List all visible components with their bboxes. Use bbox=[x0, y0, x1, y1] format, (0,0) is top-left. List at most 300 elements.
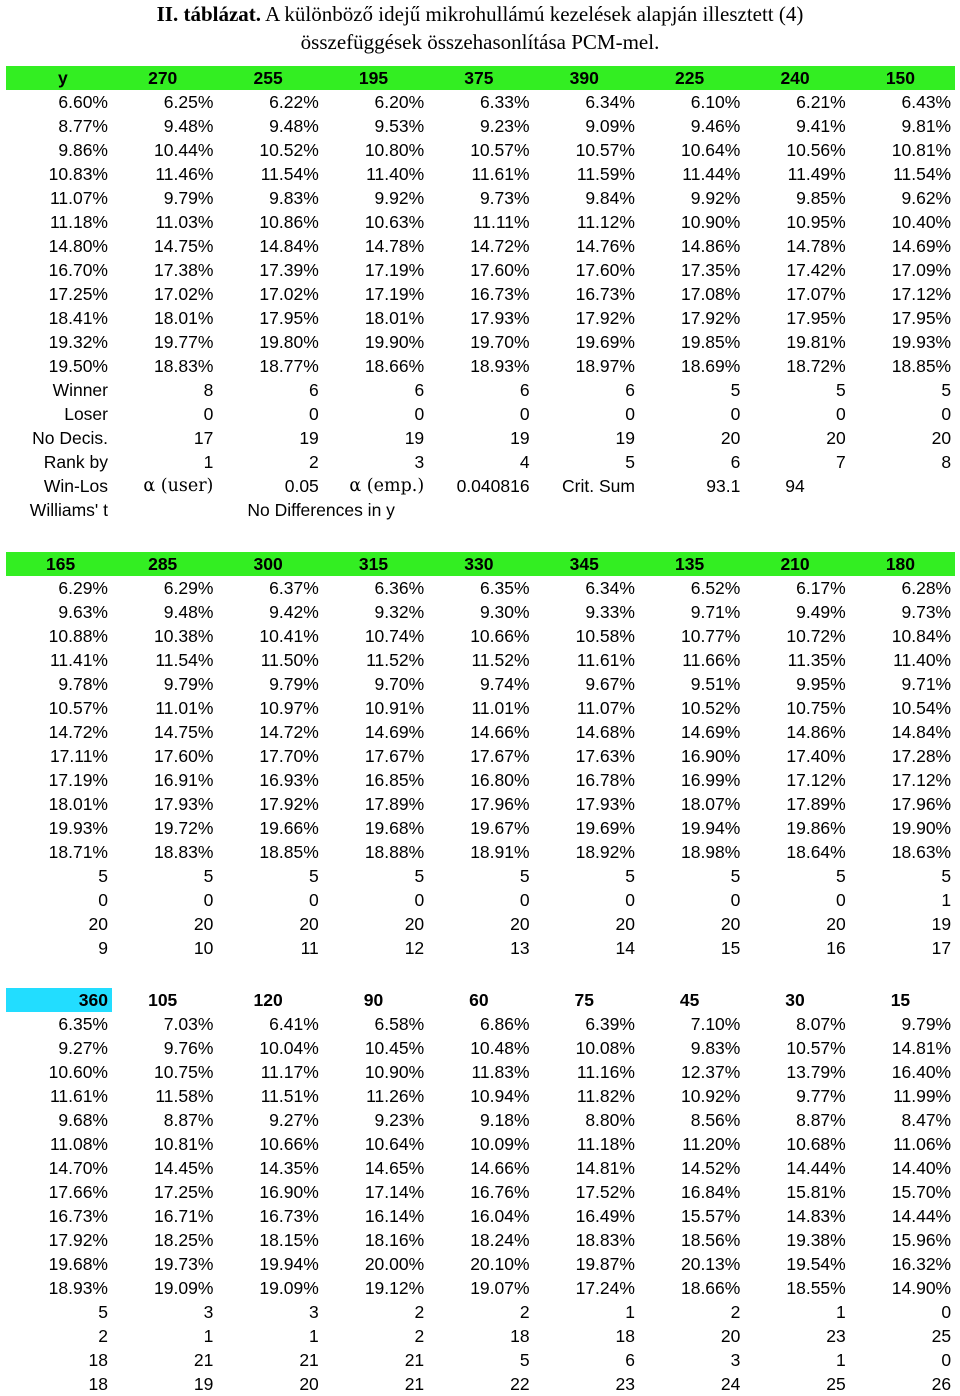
table-row bbox=[6, 186, 955, 210]
table-cell: 0 bbox=[519, 890, 530, 910]
table-row bbox=[6, 306, 955, 330]
row-label-cell: 0 bbox=[98, 890, 108, 910]
table-cell: 0 bbox=[414, 890, 425, 910]
row-label-cell: 17.25% bbox=[48, 284, 108, 304]
table-cell: 9.73% bbox=[479, 188, 530, 208]
table-cell: 8.80% bbox=[585, 1110, 635, 1130]
row-label-cell: 19.68% bbox=[48, 1254, 108, 1274]
table-cell: 19 bbox=[510, 428, 530, 448]
row-label-cell: 16.70% bbox=[48, 260, 108, 280]
table-cell: 10.40% bbox=[891, 212, 952, 232]
table-cell: 18.24% bbox=[470, 1230, 530, 1250]
table-cell: 17.39% bbox=[259, 260, 319, 280]
table-cell: 0 bbox=[730, 890, 741, 910]
table-cell: 9.79% bbox=[163, 674, 214, 694]
table-cell: 11.40% bbox=[366, 164, 425, 184]
table-cell: 17.02% bbox=[259, 284, 319, 304]
table-cell: 23 bbox=[615, 1374, 635, 1394]
table-cell: 17.89% bbox=[364, 794, 425, 814]
table-cell: 10.41% bbox=[259, 626, 319, 646]
row-label-cell: 19.50% bbox=[48, 356, 108, 376]
table-row bbox=[6, 1228, 955, 1252]
row-label-cell: 6.29% bbox=[58, 578, 108, 598]
table-cell: 11.03% bbox=[155, 212, 214, 232]
table-cell: 20.00% bbox=[364, 1254, 425, 1274]
table-cell: 9.85% bbox=[796, 188, 846, 208]
table-cell: 7.03% bbox=[163, 1014, 214, 1034]
table-cell: 26 bbox=[931, 1374, 952, 1394]
table-cell: 10.92% bbox=[680, 1086, 741, 1106]
table-cell: 17.19% bbox=[364, 284, 425, 304]
table-row bbox=[6, 840, 955, 864]
table-row bbox=[6, 1180, 955, 1204]
table-cell: 18.88% bbox=[364, 842, 425, 862]
table-cell: 17.93% bbox=[470, 308, 530, 328]
row-label-cell: 10.83% bbox=[48, 164, 108, 184]
table-cell: 18.01% bbox=[154, 308, 214, 328]
column-header: 135 bbox=[639, 552, 744, 576]
table-cell: 9.09% bbox=[585, 116, 635, 136]
table-cell: 9.83% bbox=[690, 1038, 741, 1058]
table-cell: 11.20% bbox=[682, 1134, 741, 1154]
row-label-cell: 20 bbox=[88, 914, 108, 934]
column-header: 75 bbox=[574, 990, 594, 1010]
column-header: 180 bbox=[850, 552, 955, 576]
table-cell: 0 bbox=[203, 404, 214, 424]
table-cell: 19.77% bbox=[154, 332, 214, 352]
table-cell: 14.86% bbox=[680, 236, 741, 256]
table-cell: 19.70% bbox=[470, 332, 530, 352]
table-cell: 16.49% bbox=[575, 1206, 635, 1226]
table-cell: 9.32% bbox=[374, 602, 425, 622]
table-cell: 9.70% bbox=[374, 674, 425, 694]
column-header: 150 bbox=[850, 66, 955, 90]
table-cell: 14.86% bbox=[786, 722, 846, 742]
table-cell: 11.44% bbox=[682, 164, 741, 184]
table-cell: 19.94% bbox=[259, 1254, 319, 1274]
table-cell: 14.65% bbox=[364, 1158, 425, 1178]
table-cell: 19.72% bbox=[154, 818, 214, 838]
table-cell: 10.64% bbox=[364, 1134, 425, 1154]
table-cell: 10.48% bbox=[470, 1038, 530, 1058]
table-cell: 10.66% bbox=[470, 626, 530, 646]
table-cell: 17.92% bbox=[680, 308, 741, 328]
table-cell: 20 bbox=[826, 914, 846, 934]
column-header: 240 bbox=[744, 66, 849, 90]
table-cell: 11.18% bbox=[576, 1134, 635, 1154]
column-header: 45 bbox=[679, 990, 700, 1010]
table-cell: 9.67% bbox=[585, 674, 635, 694]
table-cell: 9.18% bbox=[479, 1110, 530, 1130]
table-cell: 9.48% bbox=[163, 116, 214, 136]
row-label-cell: 10.57% bbox=[48, 698, 108, 718]
table-cell: 17.24% bbox=[575, 1278, 635, 1298]
table-cell: 6.86% bbox=[479, 1014, 530, 1034]
table-cell: 11.26% bbox=[366, 1086, 425, 1106]
table-cell: 17.38% bbox=[154, 260, 214, 280]
table-row bbox=[6, 162, 955, 186]
table-cell: 5 bbox=[203, 866, 214, 886]
table-cell: 9.48% bbox=[269, 116, 319, 136]
table-cell: 9.51% bbox=[690, 674, 741, 694]
table-cell: 10.74% bbox=[364, 626, 425, 646]
column-header: 360 bbox=[6, 988, 112, 1012]
block1-header-row bbox=[6, 66, 955, 90]
table-cell: 11.51% bbox=[260, 1086, 319, 1106]
row-label-cell: 9.63% bbox=[58, 602, 108, 622]
table-cell: 18 bbox=[615, 1326, 635, 1346]
column-header: 315 bbox=[323, 552, 428, 576]
alpha-emp-value: 0.040816 bbox=[456, 476, 530, 496]
table-block-1 bbox=[6, 66, 955, 522]
table-cell: 2 bbox=[309, 452, 319, 472]
table-cell: 9.79% bbox=[901, 1014, 952, 1034]
row-label-cell: 10.88% bbox=[48, 626, 108, 646]
table-cell: 6 bbox=[625, 1350, 635, 1370]
alpha-emp-label: α (emp.) bbox=[349, 476, 425, 496]
table-row bbox=[6, 600, 955, 624]
williams-row bbox=[6, 498, 955, 522]
table-row bbox=[6, 234, 955, 258]
table-cell: 11.46% bbox=[155, 164, 214, 184]
table-cell: 19.09% bbox=[154, 1278, 214, 1298]
table-cell: 10.52% bbox=[680, 698, 741, 718]
table-cell: 17.95% bbox=[786, 308, 846, 328]
row-label-cell: 11.08% bbox=[49, 1134, 108, 1154]
table-cell: 1 bbox=[309, 1326, 319, 1346]
table-cell: 14.78% bbox=[364, 236, 425, 256]
table-cell: 8.47% bbox=[901, 1110, 952, 1130]
table-cell: 14.66% bbox=[470, 1158, 530, 1178]
table-cell: 20 bbox=[193, 914, 214, 934]
table-cell: 11.82% bbox=[576, 1086, 635, 1106]
table-cell: 1 bbox=[203, 452, 214, 472]
table-row bbox=[6, 1372, 955, 1396]
row-label-cell: 6.35% bbox=[58, 1014, 108, 1034]
table-row bbox=[6, 90, 955, 114]
table-cell: 18.64% bbox=[786, 842, 846, 862]
table-cell: 18.83% bbox=[154, 356, 214, 376]
table-cell: 17.95% bbox=[891, 308, 952, 328]
row-label-cell: 5 bbox=[98, 866, 108, 886]
table-cell: 0 bbox=[625, 404, 635, 424]
table-cell: 6.37% bbox=[269, 578, 319, 598]
column-header: 375 bbox=[428, 66, 533, 90]
table-cell: 6.33% bbox=[479, 92, 530, 112]
alpha-user-label: α (user) bbox=[143, 476, 214, 496]
table-cell: 10.57% bbox=[575, 140, 635, 160]
table-cell: 1 bbox=[625, 1302, 635, 1322]
table-cell: 6.35% bbox=[479, 578, 530, 598]
table-cell: 9.46% bbox=[690, 116, 741, 136]
row-label-cell: 19.32% bbox=[48, 332, 108, 352]
table-cell: 17.92% bbox=[259, 794, 319, 814]
table-cell: 17.63% bbox=[575, 746, 635, 766]
table-row bbox=[6, 354, 955, 378]
row-label-cell: 17.92% bbox=[48, 1230, 108, 1250]
table-cell: 16.76% bbox=[470, 1182, 530, 1202]
table-cell: 19.85% bbox=[680, 332, 741, 352]
table-cell: 17.35% bbox=[680, 260, 741, 280]
table-row bbox=[6, 792, 955, 816]
table-cell: 5 bbox=[730, 866, 741, 886]
table-row bbox=[6, 1300, 955, 1324]
column-header: 330 bbox=[428, 552, 533, 576]
table-cell: 10 bbox=[193, 938, 214, 958]
table-cell: 3 bbox=[730, 1350, 741, 1370]
table-cell: 19.87% bbox=[575, 1254, 635, 1274]
table-row bbox=[6, 936, 955, 960]
row-label-cell: 18 bbox=[88, 1374, 108, 1394]
table-cell: 20 bbox=[720, 914, 741, 934]
table-cell: 18.77% bbox=[259, 356, 319, 376]
table-cell: 18.85% bbox=[259, 842, 319, 862]
table-cell: 16.99% bbox=[680, 770, 741, 790]
table-cell: 20.13% bbox=[680, 1254, 741, 1274]
table-cell: 10.90% bbox=[364, 1062, 425, 1082]
table-cell: 9.33% bbox=[585, 602, 635, 622]
table-cell: 5 bbox=[836, 866, 846, 886]
table-row bbox=[6, 1276, 955, 1300]
row-label-cell: 14.80% bbox=[48, 236, 108, 256]
table-cell: 6.34% bbox=[585, 92, 635, 112]
table-cell: 9.77% bbox=[796, 1086, 846, 1106]
crit-sum-value-2: 94 bbox=[785, 476, 805, 496]
column-header: 210 bbox=[744, 552, 849, 576]
table-cell: 6 bbox=[519, 380, 530, 400]
table-cell: 1 bbox=[836, 1302, 846, 1322]
table-row bbox=[6, 138, 955, 162]
table-cell: 0 bbox=[309, 404, 319, 424]
row-label-cell: 11.61% bbox=[49, 1086, 108, 1106]
table-row bbox=[6, 1156, 955, 1180]
table-cell: 6.28% bbox=[901, 578, 952, 598]
column-header: 300 bbox=[217, 552, 322, 576]
table-cell: 11.61% bbox=[471, 164, 530, 184]
column-header: 105 bbox=[148, 990, 178, 1010]
table-cell: 11.58% bbox=[155, 1086, 214, 1106]
table-cell: 16.32% bbox=[891, 1254, 952, 1274]
row-label-cell: 6.60% bbox=[58, 92, 108, 112]
table-title bbox=[0, 0, 960, 56]
table-cell: 14.84% bbox=[891, 722, 952, 742]
table-row bbox=[6, 258, 955, 282]
table-cell: 10.38% bbox=[154, 626, 214, 646]
block3-header-row bbox=[6, 988, 955, 1012]
table-cell: 10.77% bbox=[680, 626, 741, 646]
table-cell: 10.08% bbox=[575, 1038, 635, 1058]
table-cell: 5 bbox=[625, 452, 635, 472]
table-cell: 18.98% bbox=[680, 842, 741, 862]
row-label-cell: 16.73% bbox=[48, 1206, 108, 1226]
table-cell: 19.93% bbox=[891, 332, 952, 352]
table-cell: 9.76% bbox=[163, 1038, 214, 1058]
table-row bbox=[6, 864, 955, 888]
table-row bbox=[6, 648, 955, 672]
table-cell: 15.81% bbox=[786, 1182, 846, 1202]
row-label-cell: 9.68% bbox=[58, 1110, 108, 1130]
table-cell: 6.39% bbox=[585, 1014, 635, 1034]
table-cell: 9.79% bbox=[163, 188, 214, 208]
table-cell: 11.54% bbox=[155, 650, 214, 670]
table-cell: 6.25% bbox=[163, 92, 214, 112]
table-cell: 8.87% bbox=[163, 1110, 214, 1130]
table-cell: 18.91% bbox=[470, 842, 530, 862]
column-header: 270 bbox=[112, 66, 217, 90]
table-row bbox=[6, 1252, 955, 1276]
table-cell: 15 bbox=[720, 938, 741, 958]
table-cell: 19.73% bbox=[154, 1254, 214, 1274]
table-cell: 16.73% bbox=[259, 1206, 319, 1226]
table-cell: 20.10% bbox=[470, 1254, 530, 1274]
table-cell: 5 bbox=[836, 380, 846, 400]
table-cell: 0 bbox=[941, 1302, 952, 1322]
table-cell: 14.35% bbox=[259, 1158, 319, 1178]
table-cell: 14.75% bbox=[154, 236, 214, 256]
table-cell: 3 bbox=[309, 1302, 319, 1322]
table-cell: 18.69% bbox=[680, 356, 741, 376]
table-cell: 10.81% bbox=[891, 140, 952, 160]
table-cell: 1 bbox=[941, 890, 952, 910]
table-cell: 18.01% bbox=[364, 308, 425, 328]
column-header: 90 bbox=[363, 990, 384, 1010]
column-header: 165 bbox=[6, 552, 112, 576]
block2-header-row bbox=[6, 552, 955, 576]
row-label-cell: 14.70% bbox=[48, 1158, 108, 1178]
table-cell: 17.12% bbox=[891, 284, 952, 304]
table-cell: 11.50% bbox=[260, 650, 319, 670]
table-cell: 14 bbox=[615, 938, 635, 958]
table-cell: 17.02% bbox=[154, 284, 214, 304]
table-cell: 5 bbox=[941, 380, 952, 400]
table-cell: 17.52% bbox=[575, 1182, 635, 1202]
table-cell: 14.69% bbox=[680, 722, 741, 742]
table-cell: 19.81% bbox=[786, 332, 846, 352]
table-cell: 14.69% bbox=[364, 722, 425, 742]
table-cell: 18.55% bbox=[786, 1278, 846, 1298]
alpha-user-value: 0.05 bbox=[284, 476, 319, 496]
table-cell: 11.01% bbox=[471, 698, 530, 718]
table-cell: 19.54% bbox=[786, 1254, 846, 1274]
table-row bbox=[6, 426, 955, 450]
title-line-1 bbox=[0, 0, 960, 28]
table-cell: 0 bbox=[414, 404, 425, 424]
table-row bbox=[6, 576, 955, 600]
table-cell: 16.91% bbox=[154, 770, 214, 790]
row-label-cell: 18.71% bbox=[48, 842, 108, 862]
table-row bbox=[6, 672, 955, 696]
table-cell: 10.91% bbox=[364, 698, 425, 718]
table-cell: 17.70% bbox=[259, 746, 319, 766]
table-cell: 17.09% bbox=[891, 260, 952, 280]
table-cell: 9.49% bbox=[796, 602, 846, 622]
table-cell: 10.80% bbox=[364, 140, 425, 160]
table-cell: 19.68% bbox=[364, 818, 425, 838]
table-cell: 6.21% bbox=[796, 92, 846, 112]
table-cell: 17.96% bbox=[891, 794, 952, 814]
row-label-cell: 18.93% bbox=[48, 1278, 108, 1298]
table-cell: 11.54% bbox=[893, 164, 952, 184]
table-row bbox=[6, 1084, 955, 1108]
table-row bbox=[6, 1012, 955, 1036]
table-cell: 19 bbox=[404, 428, 425, 448]
table-cell: 9.79% bbox=[269, 674, 319, 694]
table-cell: 11.17% bbox=[260, 1062, 319, 1082]
row-label-cell: 18.01% bbox=[48, 794, 108, 814]
table-cell: 8 bbox=[941, 452, 952, 472]
table-cell: 5 bbox=[309, 866, 319, 886]
williams-text: No Differences in y bbox=[247, 500, 395, 520]
table-cell: 10.75% bbox=[786, 698, 846, 718]
table-row bbox=[6, 768, 955, 792]
table-cell: 14.76% bbox=[575, 236, 635, 256]
table-cell: 10.56% bbox=[786, 140, 846, 160]
table-cell: 6.36% bbox=[374, 578, 425, 598]
table-cell: 17.14% bbox=[364, 1182, 425, 1202]
table-cell: 11.11% bbox=[472, 212, 530, 232]
column-header: 15 bbox=[890, 990, 911, 1010]
table-cell: 8.87% bbox=[796, 1110, 846, 1130]
table-cell: 9.41% bbox=[796, 116, 846, 136]
title-text-1: A különböző idejű mikrohullámú kezelések alapján illesztett (4) bbox=[261, 2, 804, 26]
table-cell: 18.15% bbox=[259, 1230, 319, 1250]
table-cell: 5 bbox=[625, 866, 635, 886]
crit-sum-value-1: 93.1 bbox=[706, 476, 741, 496]
table-cell: 14.69% bbox=[891, 236, 952, 256]
table-row bbox=[6, 888, 955, 912]
table-cell: 5 bbox=[941, 866, 952, 886]
table-cell: 17.96% bbox=[470, 794, 530, 814]
row-label-cell: 17.11% bbox=[49, 746, 108, 766]
column-header: 120 bbox=[253, 990, 283, 1010]
table-cell: 9.92% bbox=[374, 188, 425, 208]
table-cell: 9.74% bbox=[479, 674, 530, 694]
table-cell: 6.58% bbox=[374, 1014, 425, 1034]
winlos-label: Win-Los bbox=[43, 476, 108, 496]
row-label-cell: 10.60% bbox=[48, 1062, 108, 1082]
row-label-cell: 5 bbox=[98, 1302, 108, 1322]
table-cell: 17.07% bbox=[786, 284, 846, 304]
table-cell: 21 bbox=[299, 1350, 319, 1370]
table-cell: 2 bbox=[730, 1302, 741, 1322]
table-row bbox=[6, 402, 955, 426]
table-cell: 13 bbox=[510, 938, 530, 958]
table-cell: 16.73% bbox=[575, 284, 635, 304]
row-label-cell: 11.41% bbox=[49, 650, 108, 670]
table-cell: 9.23% bbox=[374, 1110, 425, 1130]
table-cell: 11 bbox=[300, 938, 319, 958]
table-cell: 2 bbox=[414, 1302, 425, 1322]
table-cell: 0 bbox=[730, 404, 741, 424]
table-cell: 14.52% bbox=[680, 1158, 741, 1178]
table-cell: 10.90% bbox=[680, 212, 741, 232]
table-cell: 11.16% bbox=[576, 1062, 635, 1082]
row-label-cell: 11.07% bbox=[49, 188, 108, 208]
table-cell: 20 bbox=[720, 1326, 741, 1346]
column-header: y bbox=[6, 66, 112, 90]
table-cell: 18.92% bbox=[575, 842, 635, 862]
table-cell: 9.53% bbox=[374, 116, 425, 136]
table-cell: 11.99% bbox=[893, 1086, 952, 1106]
table-cell: 17.25% bbox=[154, 1182, 214, 1202]
table-cell: 16.04% bbox=[470, 1206, 530, 1226]
table-cell: 9.71% bbox=[901, 674, 952, 694]
column-header: 345 bbox=[534, 552, 639, 576]
table-cell: 17.60% bbox=[575, 260, 635, 280]
row-label-cell: 9.86% bbox=[58, 140, 108, 160]
table-cell: 16.93% bbox=[259, 770, 319, 790]
table-cell: 16.14% bbox=[364, 1206, 425, 1226]
